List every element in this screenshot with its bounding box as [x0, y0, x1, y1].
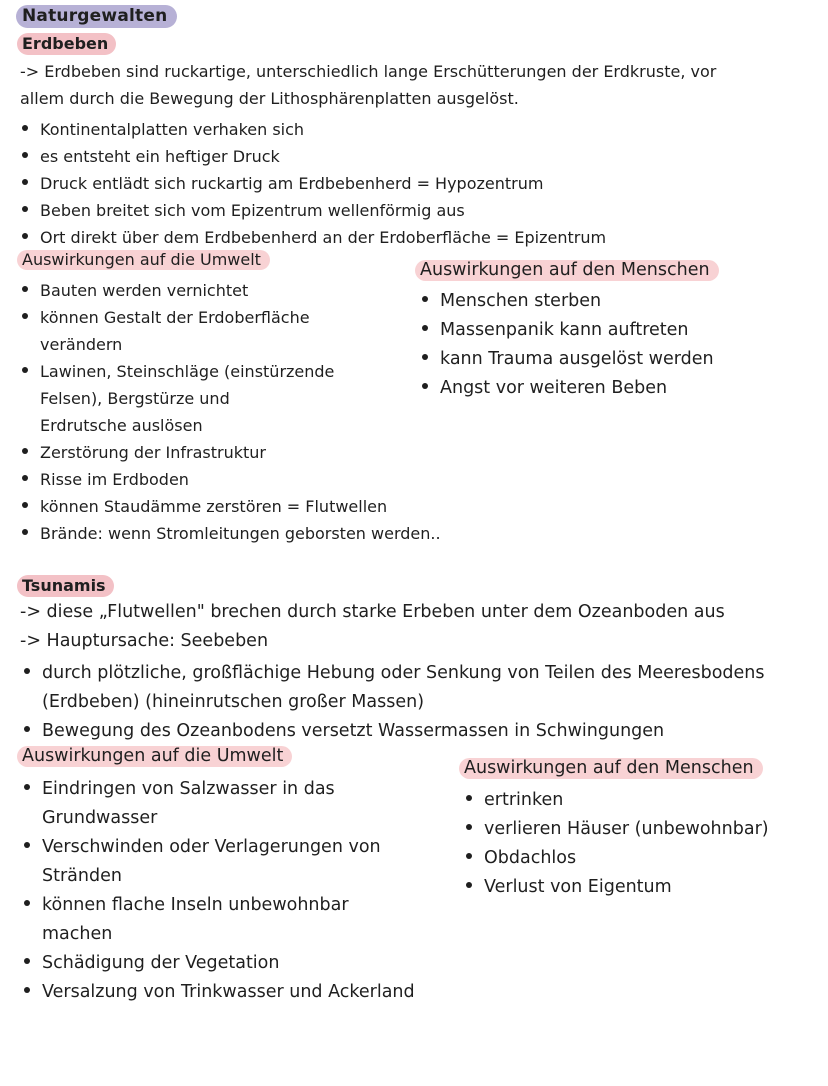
earthquake-people-heading: Auswirkungen auf den Menschen [415, 260, 719, 281]
tsunami-heading: Tsunamis [17, 575, 114, 597]
list-item: Verschwinden oder Verlagerungen von [42, 833, 415, 862]
list-item-continuation: Felsen), Bergstürze und [40, 389, 230, 408]
earthquake-heading: Erdbeben [17, 33, 116, 55]
list-item: Bauten werden vernichtet [40, 277, 441, 304]
list-item: können Staudämme zerstören = Flutwellen [40, 493, 441, 520]
list-item: Risse im Erdboden [40, 466, 441, 493]
list-item: Ort direkt über dem Erdbebenherd an der Erdoberfläche = Epizentrum [40, 224, 606, 251]
list-item: Massenpanik kann auftreten [440, 316, 714, 345]
earthquake-environment-list [40, 277, 441, 547]
list-item: Brände: wenn Stromleitungen geborsten werden.. [40, 520, 441, 547]
list-item: Kontinentalplatten verhaken sich [40, 116, 606, 143]
tsunami-environment-list [42, 775, 415, 1007]
list-item: durch plötzliche, großflächige Hebung oder Senkung von Teilen des Meeresbodens [42, 659, 765, 688]
earthquake-environment-heading: Auswirkungen auf die Umwelt [17, 250, 270, 270]
list-item: Verlust von Eigentum [484, 873, 769, 902]
list-item: Angst vor weiteren Beben [440, 374, 714, 403]
list-item-continuation: Erdrutsche auslösen [40, 416, 203, 435]
list-item-continuation: Grundwasser [42, 808, 158, 828]
list-item-continuation: (Erdbeben) (hineinrutschen großer Massen) [42, 692, 425, 712]
tsunami-people-list [484, 786, 769, 902]
tsunami-intro-line-1: -> diese „Flutwellen" brechen durch starke Erbeben unter dem Ozeanboden aus [20, 602, 725, 622]
list-item: Bewegung des Ozeanbodens versetzt Wassermassen in Schwingungen [42, 717, 765, 746]
list-item: Obdachlos [484, 844, 769, 873]
earthquake-intro-line-1: -> Erdbeben sind ruckartige, unterschiedlich lange Erschütterungen der Erdkruste, vor [20, 62, 717, 81]
list-item: ertrinken [484, 786, 769, 815]
tsunami-environment-heading: Auswirkungen auf die Umwelt [17, 746, 292, 767]
list-item: Versalzung von Trinkwasser und Ackerland [42, 978, 415, 1007]
list-item: verlieren Häuser (unbewohnbar) [484, 815, 769, 844]
earthquake-bullet-list [40, 116, 606, 251]
list-item-continuation: verändern [40, 335, 123, 354]
tsunami-intro-line-2: -> Hauptursache: Seebeben [20, 631, 269, 651]
list-item: Druck entlädt sich ruckartig am Erdbebenherd = Hypozentrum [40, 170, 606, 197]
tsunami-people-heading: Auswirkungen auf den Menschen [459, 758, 763, 779]
list-item: Beben breitet sich vom Epizentrum wellenförmig aus [40, 197, 606, 224]
list-item: können Gestalt der Erdoberfläche [40, 304, 441, 331]
list-item: Zerstörung der Infrastruktur [40, 439, 441, 466]
list-item: Lawinen, Steinschläge (einstürzende [40, 358, 441, 385]
earthquake-people-list [440, 287, 714, 403]
tsunami-bullet-list [42, 659, 765, 746]
list-item: Schädigung der Vegetation [42, 949, 415, 978]
list-item: es entsteht ein heftiger Druck [40, 143, 606, 170]
list-item: können flache Inseln unbewohnbar [42, 891, 415, 920]
list-item-continuation: Stränden [42, 866, 122, 886]
list-item: kann Trauma ausgelöst werden [440, 345, 714, 374]
earthquake-intro-line-2: allem durch die Bewegung der Lithosphärenplatten ausgelöst. [20, 89, 519, 108]
list-item-continuation: machen [42, 924, 113, 944]
list-item: Menschen sterben [440, 287, 714, 316]
list-item: Eindringen von Salzwasser in das [42, 775, 415, 804]
page-title: Naturgewalten [16, 5, 177, 28]
